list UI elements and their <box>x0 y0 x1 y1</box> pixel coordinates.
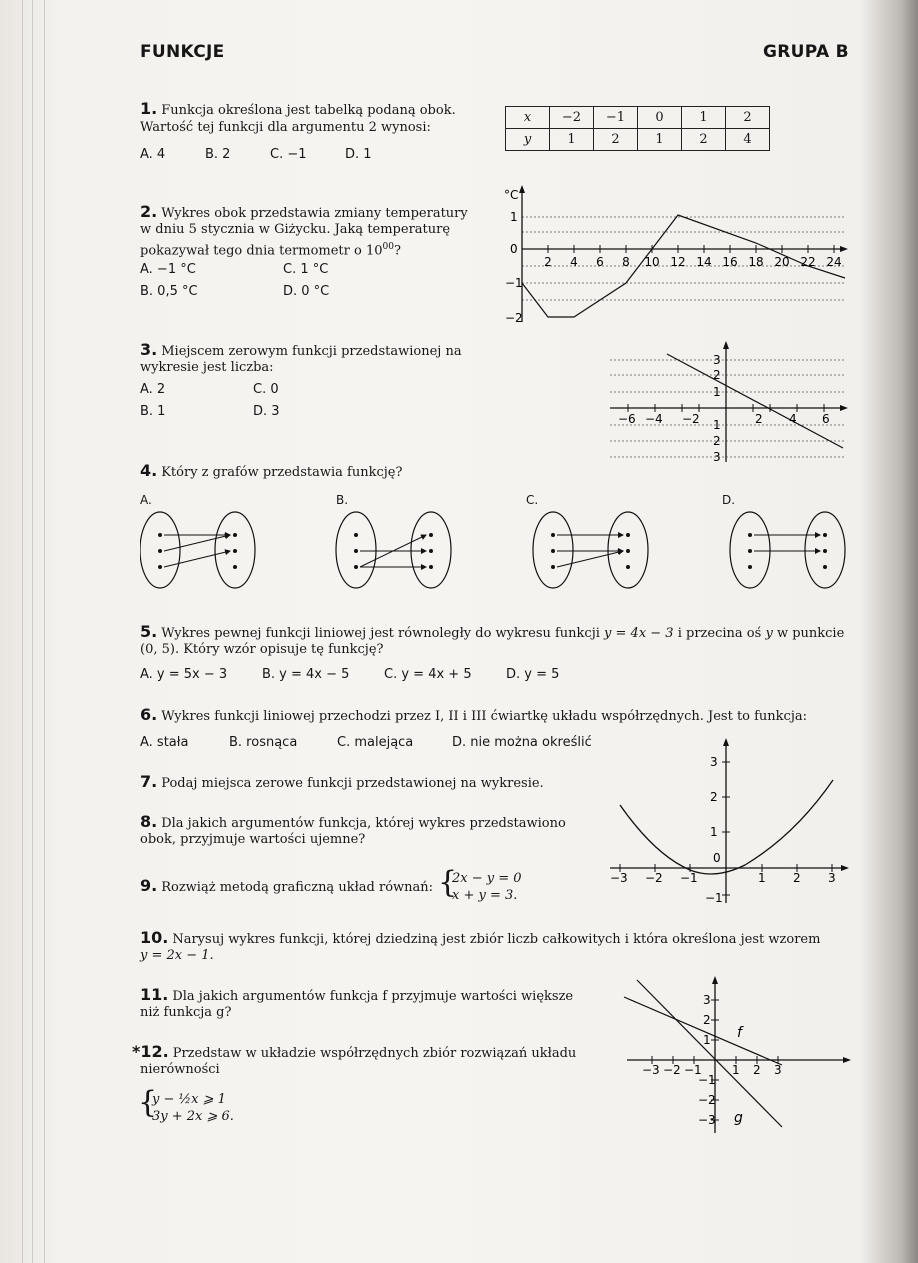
parabola-graph <box>605 735 850 905</box>
q6-option-d: D. nie można określić <box>452 735 592 750</box>
svg-text:−2: −2 <box>645 871 663 885</box>
svg-text:−2: −2 <box>682 412 700 426</box>
svg-text:2: 2 <box>755 412 763 426</box>
svg-text:2: 2 <box>713 434 721 448</box>
question-2-line: w dniu 5 stycznia w Giżycku. Jaką temperaturę <box>140 222 451 237</box>
q2-option-b: B. 0,5 °C <box>140 284 198 299</box>
question-2-line: pokazywał tego dnia termometr o $10^{00}$? <box>140 242 401 259</box>
question-5: 5. Wykres pewnej funkcji liniowej jest równoległy do wykresu funkcji y = 4x − 3 i przecina oś y w punkcie <box>140 622 845 641</box>
section-title: FUNKCJE <box>140 42 225 62</box>
question-2: 2. Wykres obok przedstawia zmiany temperatury <box>140 202 468 221</box>
q5-option-c: C. y = 4x + 5 <box>384 667 472 682</box>
question-7: 7. Podaj miejsca zerowe funkcji przedstawionej na wykresie. <box>140 772 544 791</box>
svg-text:−1: −1 <box>705 891 723 905</box>
q6-option-c: C. malejąca <box>337 735 414 750</box>
page-edge <box>32 0 33 1263</box>
question-10-formula: y = 2x − 1. <box>140 948 214 963</box>
q1-option-a: A. 4 <box>140 147 166 162</box>
unit-label: °C <box>504 188 519 202</box>
svg-text:−3: −3 <box>698 1113 716 1127</box>
svg-text:6: 6 <box>822 412 830 426</box>
svg-text:1: 1 <box>710 825 718 839</box>
svg-text:2: 2 <box>713 368 721 382</box>
svg-text:3: 3 <box>710 755 718 769</box>
question-3-line: wykresie jest liczba: <box>140 360 274 375</box>
equation-2: x + y = 3. <box>452 888 518 903</box>
q1-option-b: B. 2 <box>205 147 231 162</box>
svg-text:2: 2 <box>793 871 801 885</box>
q1-option-d: D. 1 <box>345 147 372 162</box>
svg-text:6: 6 <box>596 255 604 269</box>
q5-option-b: B. y = 4x − 5 <box>262 667 350 682</box>
graph-a <box>140 512 255 588</box>
q2-option-d: D. 0 °C <box>283 284 330 299</box>
svg-text:−4: −4 <box>645 412 663 426</box>
svg-text:1: 1 <box>510 210 518 224</box>
svg-text:−3: −3 <box>610 871 628 885</box>
svg-text:−2: −2 <box>663 1063 681 1077</box>
svg-text:1: 1 <box>713 385 721 399</box>
svg-text:1: 1 <box>703 1033 711 1047</box>
q4-option-b: B. <box>336 493 349 507</box>
svg-text:3: 3 <box>703 993 711 1007</box>
temperature-chart <box>500 182 850 327</box>
f-g-graph <box>612 975 852 1135</box>
linear-graph <box>605 340 850 465</box>
svg-text:−6: −6 <box>618 412 636 426</box>
svg-text:1: 1 <box>758 871 766 885</box>
svg-text:4: 4 <box>570 255 578 269</box>
page-edge <box>22 0 23 1263</box>
q6-option-b: B. rosnąca <box>229 735 298 750</box>
svg-text:−1: −1 <box>684 1063 702 1077</box>
question-5-line: (0, 5). Który wzór opisuje tę funkcję? <box>140 642 384 657</box>
f-label: f <box>737 1025 742 1041</box>
q2-option-c: C. 1 °C <box>283 262 329 277</box>
equation-1: 2x − y = 0 <box>452 871 522 886</box>
q4-option-a: A. <box>140 493 152 507</box>
svg-text:12: 12 <box>670 255 686 269</box>
svg-text:22: 22 <box>800 255 816 269</box>
q5-option-d: D. y = 5 <box>506 667 560 682</box>
q1-option-c: C. −1 <box>270 147 307 162</box>
svg-text:10: 10 <box>644 255 660 269</box>
svg-text:−2: −2 <box>505 311 523 325</box>
values-table <box>505 106 770 151</box>
svg-text:16: 16 <box>722 255 738 269</box>
question-11-line: niż funkcja g? <box>140 1005 232 1020</box>
question-12-line: nierówności <box>140 1062 220 1077</box>
table-row-y: y 1 2 1 2 4 <box>506 129 770 151</box>
svg-text:4: 4 <box>789 412 797 426</box>
svg-text:24: 24 <box>826 255 842 269</box>
function-line <box>667 354 843 448</box>
inequality-brace: { <box>138 1085 158 1120</box>
page-edge <box>44 0 45 1263</box>
table-row-x: x −2 −1 0 1 2 <box>506 107 770 129</box>
question-8-line: obok, przyjmuje wartości ujemne? <box>140 832 366 847</box>
svg-text:2: 2 <box>544 255 552 269</box>
q3-option-c: C. 0 <box>253 382 279 397</box>
q3-option-b: B. 1 <box>140 404 166 419</box>
q3-option-a: A. 2 <box>140 382 166 397</box>
group-label: GRUPA B <box>763 42 849 62</box>
question-1-line: Wartość tej funkcji dla argumentu 2 wynosi: <box>140 120 431 135</box>
svg-text:−1: −1 <box>680 871 698 885</box>
question-3: 3. Miejscem zerowym funkcji przedstawionej na <box>140 340 462 359</box>
svg-text:−3: −3 <box>642 1063 660 1077</box>
question-1: 1. Funkcja określona jest tabelką podaną obok. <box>140 99 456 118</box>
g-label: g <box>734 1110 743 1126</box>
svg-text:0: 0 <box>713 851 721 865</box>
question-6: 6. Wykres funkcji liniowej przechodzi przez I, II i III ćwiartkę układu współrzędnych. Jest to funkcja: <box>140 705 807 724</box>
q2-option-a: A. −1 °C <box>140 262 196 277</box>
q3-option-d: D. 3 <box>253 404 280 419</box>
svg-text:−1: −1 <box>505 276 523 290</box>
svg-text:8: 8 <box>622 255 630 269</box>
svg-text:14: 14 <box>696 255 712 269</box>
question-11: 11. Dla jakich argumentów funkcja f przyjmuje wartości większe <box>140 985 574 1004</box>
question-9: 9. Rozwiąż metodą graficzną układ równań: <box>140 876 434 895</box>
svg-text:3: 3 <box>713 353 721 367</box>
question-10: 10. Narysuj wykres funkcji, której dziedziną jest zbiór liczb całkowitych i która określona jest wzorem <box>140 928 821 947</box>
svg-text:2: 2 <box>703 1013 711 1027</box>
q6-option-a: A. stała <box>140 735 189 750</box>
svg-text:3: 3 <box>774 1063 782 1077</box>
svg-text:18: 18 <box>748 255 764 269</box>
relation-graphs <box>140 505 850 595</box>
svg-text:−2: −2 <box>698 1093 716 1107</box>
q4-option-d: D. <box>722 493 736 507</box>
q4-option-c: C. <box>526 493 539 507</box>
svg-text:1: 1 <box>732 1063 740 1077</box>
svg-text:2: 2 <box>710 790 718 804</box>
inequality-1: y − ½x ⩾ 1 <box>152 1092 226 1107</box>
svg-text:3: 3 <box>828 871 836 885</box>
svg-text:−1: −1 <box>698 1073 716 1087</box>
svg-text:3: 3 <box>713 450 721 464</box>
inequality-2: 3y + 2x ⩾ 6. <box>152 1109 234 1124</box>
system-brace: { <box>438 865 458 900</box>
question-4: 4. Który z grafów przedstawia funkcję? <box>140 461 403 480</box>
svg-text:20: 20 <box>774 255 790 269</box>
f-line <box>624 997 782 1065</box>
question-12: *12. Przedstaw w układzie współrzędnych zbiór rozwiązań układu <box>132 1042 577 1061</box>
svg-text:2: 2 <box>753 1063 761 1077</box>
q5-option-a: A. y = 5x − 3 <box>140 667 228 682</box>
graph-d <box>730 512 845 588</box>
question-8: 8. Dla jakich argumentów funkcja, której wykres przedstawiono <box>140 812 566 831</box>
svg-text:1: 1 <box>713 418 721 432</box>
graph-c <box>533 512 648 588</box>
svg-text:0: 0 <box>510 242 518 256</box>
graph-b <box>336 512 451 588</box>
